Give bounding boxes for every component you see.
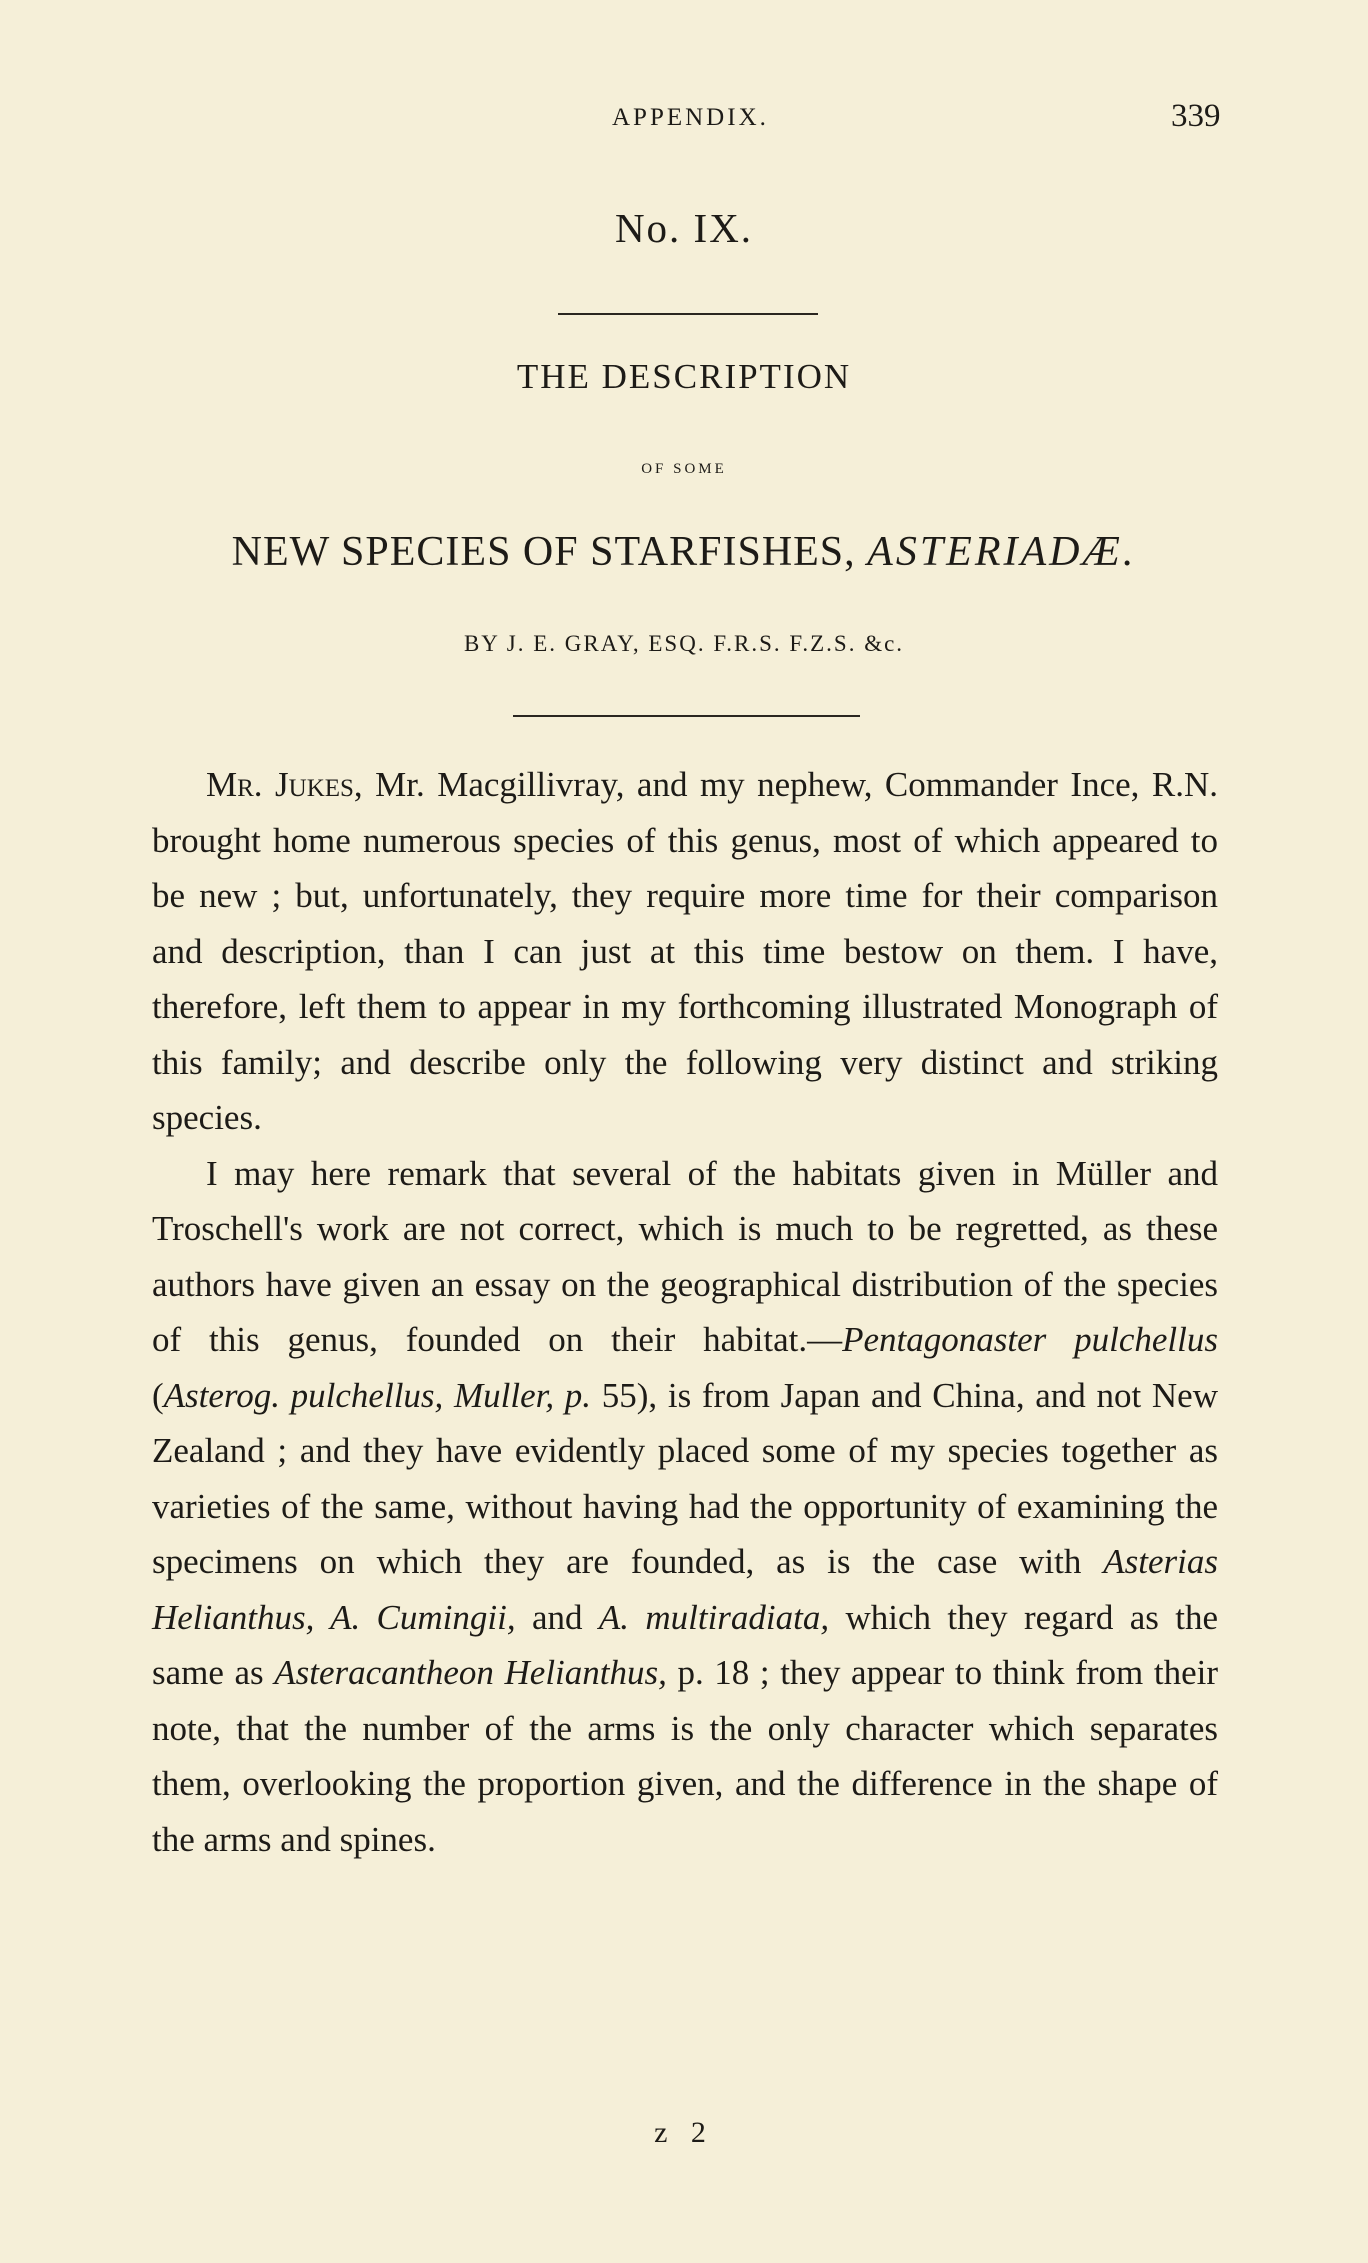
- description-title: THE DESCRIPTION: [516, 357, 852, 396]
- species-name: Pentagonaster pulchellus: [842, 1320, 1218, 1359]
- paragraph: [152, 1146, 1218, 1868]
- body-text: [152, 757, 1218, 1867]
- species-name: Asterog. pulchellus, Muller, p.: [163, 1375, 592, 1415]
- paragraph-text: and: [515, 1597, 599, 1637]
- running-head: [0, 98, 1368, 144]
- species-title-roman: NEW SPECIES OF STARFISHES,: [231, 529, 868, 575]
- species-name: Asterias Helianthus, A. Cumingii,: [152, 1542, 1218, 1637]
- species-title-italic: ASTERIADÆ.: [867, 529, 1137, 575]
- paragraph-text: which they regard as the same as: [152, 1597, 1218, 1692]
- of-some-line: OF SOME: [641, 461, 727, 477]
- page-number: 339: [1171, 98, 1221, 134]
- author-byline: BY J. E. GRAY, ESQ. F.R.S. F.Z.S. &c.: [463, 631, 905, 656]
- running-title: APPENDIX.: [612, 104, 769, 131]
- lead-name: Mr. Jukes: [206, 765, 354, 804]
- divider-rule: [558, 313, 818, 315]
- paragraph-text: (: [152, 1375, 164, 1415]
- divider-rule: [513, 715, 860, 717]
- appendix-number: No. IX.: [614, 205, 754, 251]
- signature-mark: z 2: [654, 2116, 714, 2149]
- paragraph-text: p. 18 ; they appear to think from their note, that the number of the arms is the only character which separates them, overlooking the proportion given, and the difference in the shape of the arms and spines.: [152, 1653, 1218, 1859]
- species-name: Asteracantheon Helianthus,: [274, 1653, 667, 1692]
- species-title: [0, 528, 1368, 576]
- paragraph: [152, 757, 1218, 1146]
- paragraph-text: 55), is from Japan and China, and not New Zealand ; and they have evidently placed some of my species together as varieties of the same, without having had the opportunity of examining the specimens on which they are founded, as is the case with: [152, 1375, 1218, 1581]
- paragraph-text: I may here remark that several of the habitats given in Müller and Troschell's work are not correct, which is much to be regretted, as these authors have given an essay on the geographical distribution of the species of this genus, founded on their habitat.—: [152, 1153, 1218, 1359]
- species-name: A. multiradiata,: [598, 1597, 830, 1637]
- paragraph-text: , Mr. Macgillivray, and my nephew, Commander Ince, R.N. brought home numerous species of this genus, most of which appeared to be new ; but, unfortunately, they require more time for their comparison and description, than I can just at this time bestow on them. I have, therefore, left them to appear in my forthcoming illustrated Monograph of this family; and describe only the following very distinct and striking species.: [152, 765, 1218, 1137]
